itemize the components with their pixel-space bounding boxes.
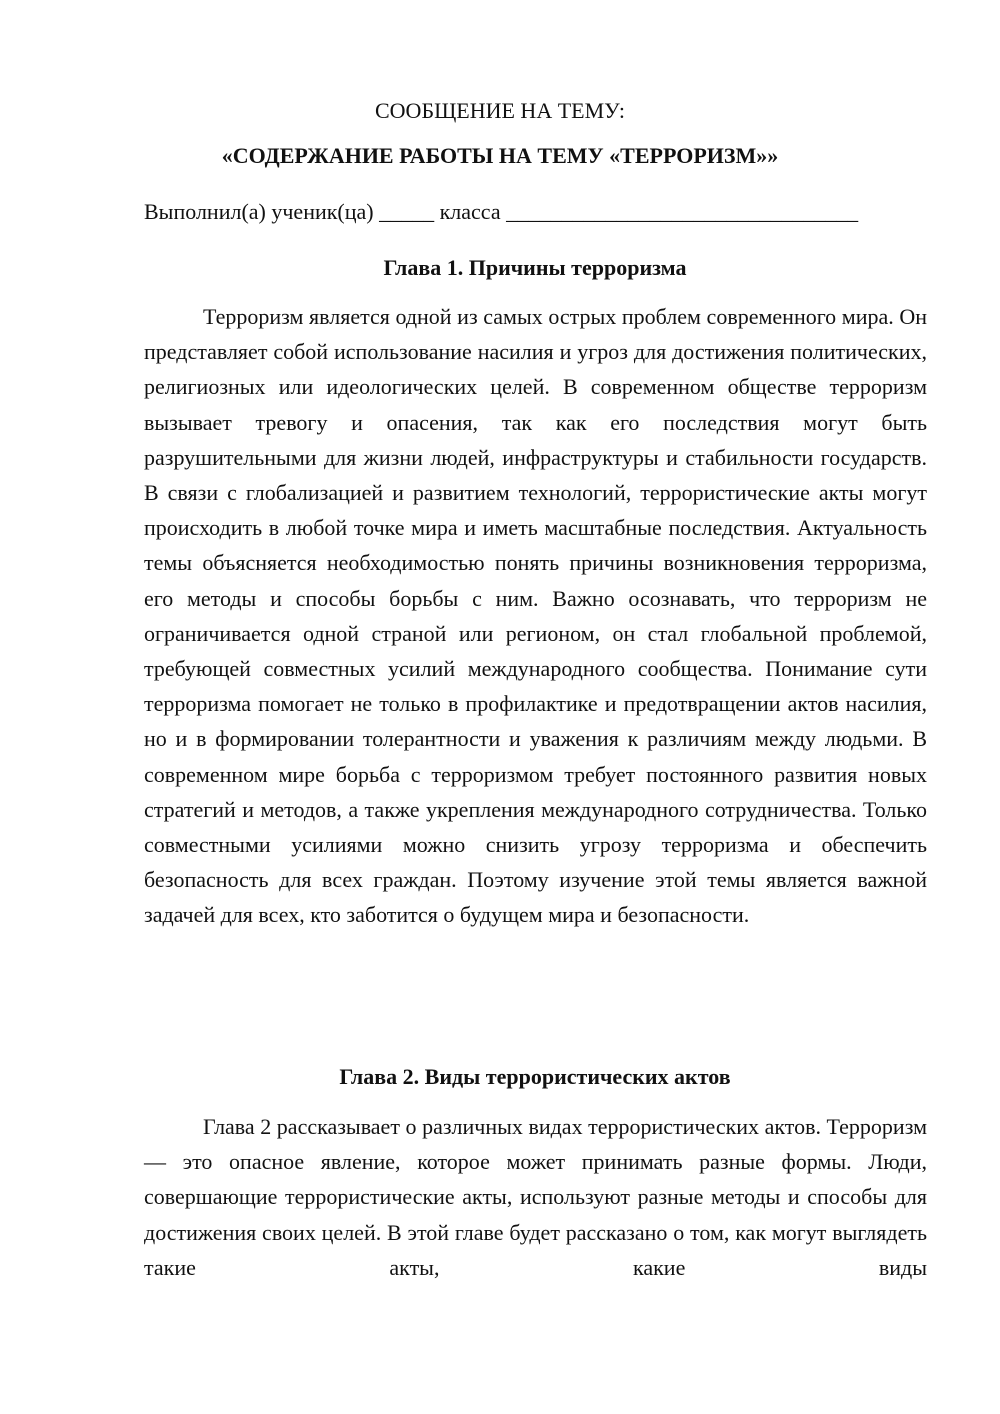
chapter-2-heading: Глава 2. Виды террористических актов [339, 1064, 731, 1089]
document-title-top: СООБЩЕНИЕ НА ТЕМУ: [375, 98, 625, 123]
chapter-1-heading: Глава 1. Причины терроризма [383, 255, 687, 280]
chapter-1-paragraph: Терроризм является одной из самых острых проблем современного мира. Он представляет собой использование насилия и угроз для достижения политических, религиозных или идеологических целей. В современном обществе терроризм вызывает тревогу и опасения, так как его последствия могут быть разрушительными для жизни людей, инфраструктуры и стабильности государств. В связи с глобализацией и развитием технологий, террористические акты могут происходить в любой точке мира и иметь масштабные последствия. Актуальность темы объясняется необходимостью понять причины возникновения терроризма, его методы и способы борьбы с ним. Важно осознавать, что терроризм не ограничивается одной страной или регионом, он стал глобальной проблемой, требующей совместных усилий международного сообщества. Понимание сути терроризма помогает не только в профилактике и предотвращении актов насилия, но и в формировании толерантности и уважения к различиям между людьми. В современном мире борьба с терроризмом требует постоянного развития новых стратегий и методов, а также укрепления международного сотрудничества. Только совместными усилиями можно снизить угрозу терроризма и обеспечить безопасность для всех граждан. Поэтому изучение этой темы является важной задачей для всех, кто заботится о будущем мира и безопасности. [144, 304, 927, 928]
document-title-main: «СОДЕРЖАНИЕ РАБОТЫ НА ТЕМУ «ТЕРРОРИЗМ»» [221, 143, 779, 168]
student-info-line: Выполнил(а) ученик(ца) _____ класса ________________________________ [144, 199, 859, 224]
chapter-2-paragraph: Глава 2 рассказывает о различных видах террористических актов. Терроризм — это опасное явление, которое может принимать разные формы. Люди, совершающие террористические акты, используют разные методы и способы для достижения своих целей. В этой главе будет рассказано о том, как могут выглядеть такие акты, какие виды [144, 1114, 927, 1280]
